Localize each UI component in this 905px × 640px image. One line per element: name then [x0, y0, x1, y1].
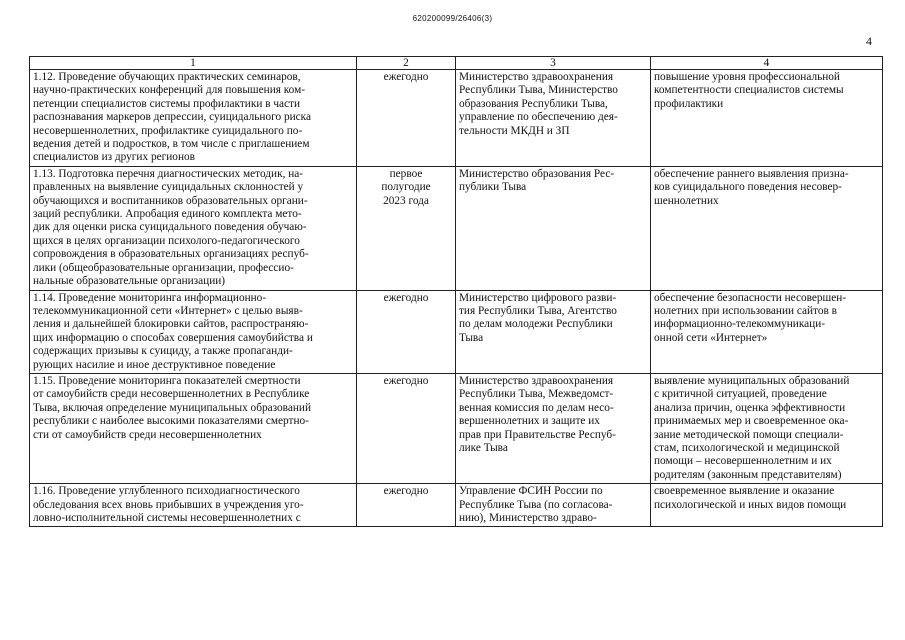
table-row [30, 290, 883, 373]
executors-cell: Министерство здравоохранения Республики Тыва, Межведомст- венная комиссия по делам несо- вершеннолетних и защите их прав при Правительстве Респуб- лике Тыва [456, 373, 651, 483]
executors-cell: Министерство здравоохранения Республики Тыва, Министерство образования Республики Тыва, управление по обеспечению дея- тельности МКДН и ЗП [456, 70, 651, 167]
result-cell: своевременное выявление и оказание психологической и иных видов помощи [651, 484, 883, 527]
term-cell: ежегодно [357, 70, 456, 167]
term-cell: ежегодно [357, 373, 456, 483]
column-header-4: 4 [651, 57, 883, 70]
document-id: 620200099/26406(3) [412, 14, 493, 23]
table-row [30, 166, 883, 290]
executors-cell: Министерство цифрового разви- тия Республики Тыва, Агентство по делам молодежи Республики Тыва [456, 290, 651, 373]
term-cell: ежегодно [357, 484, 456, 527]
term-cell: ежегодно [357, 290, 456, 373]
table-row [30, 70, 883, 167]
table-row [30, 484, 883, 527]
activity-cell: 1.14. Проведение мониторинга информационно- телекоммуникационной сети «Интернет» с целью выяв- ления и дальнейшей блокировки сайтов, распространяю- щих информацию о способах совершения самоубийства и содержащих призывы к суициду, а также пропаганди- рующих насилие и иное деструктивное поведение [30, 290, 357, 373]
result-cell: повышение уровня профессиональной компетентности специалистов системы профилактики [651, 70, 883, 167]
column-header-3: 3 [456, 57, 651, 70]
table-row [30, 373, 883, 483]
result-cell: обеспечение раннего выявления призна- ков суицидального поведения несовер- шеннолетних [651, 166, 883, 290]
activity-cell: 1.13. Подготовка перечня диагностических методик, на- правленных на выявление суицидальных склонностей у обучающихся и воспитанников образовательных органи- заций республики. Апробация единого комплекта мето- дик для оценки риска суицидального поведения обучаю- щихся в целях организации психолого-педагогического сопровождения в образовательных организациях респуб- лики (общеобразовательные организации, профессио- нальные образовательные организации) [30, 166, 357, 290]
page-number: 4 [866, 34, 872, 48]
executors-cell: Управление ФСИН России по Республике Тыва (по согласова- нию), Министерство здраво- [456, 484, 651, 527]
measures-table [29, 56, 883, 527]
result-cell: обеспечение безопасности несовершен- нолетних при использовании сайтов в информационно-телекоммуникаци- онной сети «Интернет» [651, 290, 883, 373]
activity-cell: 1.16. Проведение углубленного психодиагностического обследования всех вновь прибывших в учреждения уго- ловно-исполнительной системы несовершеннолетних с [30, 484, 357, 527]
term-cell: первое полугодие 2023 года [357, 166, 456, 290]
executors-cell: Министерство образования Рес- публики Тыва [456, 166, 651, 290]
column-header-2: 2 [357, 57, 456, 70]
activity-cell: 1.15. Проведение мониторинга показателей смертности от самоубийств среди несовершеннолетних в Республике Тыва, включая определение муниципальных образований республики с наиболее высокими показателями смертно- сти от самоубийств среди несовершеннолетних [30, 373, 357, 483]
result-cell: выявление муниципальных образований с критичной ситуацией, проведение анализа причин, оценка эффективности принимаемых мер и своевременное ока- зание методической помощи специали- стам, психологической и медицинской помощи – несовершеннолетним и их родителям (законным представителям) [651, 373, 883, 483]
column-header-1: 1 [30, 57, 357, 70]
activity-cell: 1.12. Проведение обучающих практических семинаров, научно-практических конференций для повышения ком- петенции специалистов системы профилактики в части распознавания маркеров депрессии, суицидального риска несовершеннолетних, профилактике суицидального по- ведения детей и подростков, в том числе с приглашением специалистов из других регионов [30, 70, 357, 167]
header-row [30, 57, 883, 70]
